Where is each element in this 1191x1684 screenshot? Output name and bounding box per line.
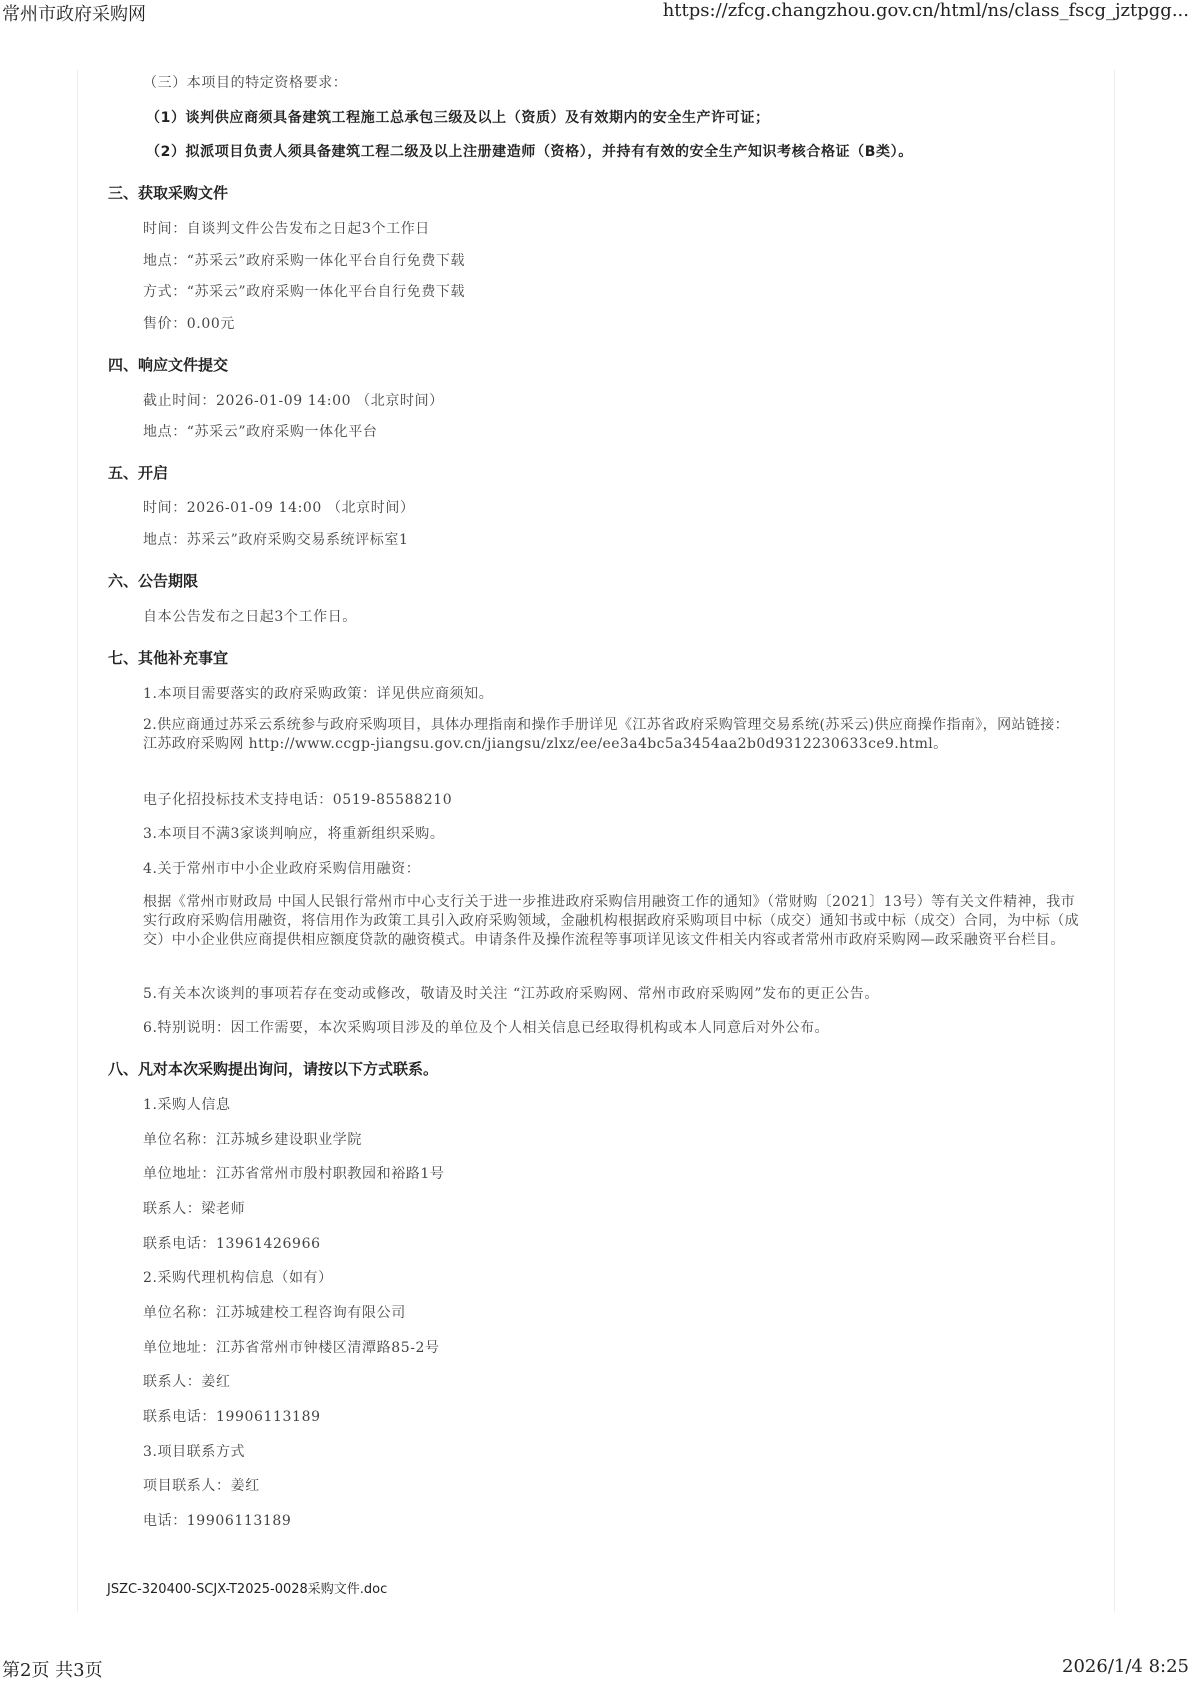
project-contact-phone: 电话：19906113189	[143, 1513, 292, 1529]
section-heading-contact: 八、凡对本次采购提出询问，请按以下方式联系。	[108, 1060, 439, 1078]
agency-phone: 联系电话：19906113189	[143, 1409, 321, 1425]
section-heading-notice-period: 六、公告期限	[108, 572, 199, 590]
obtain-place: 地点：“苏采云”政府采购一体化平台自行免费下载	[143, 253, 466, 269]
obtain-time: 时间：自谈判文件公告发布之日起3个工作日	[143, 221, 430, 237]
other-item-1: 1.本项目需要落实的政府采购政策：详见供应商须知。	[143, 686, 494, 702]
page-indicator: 第2页 共3页	[2, 1660, 103, 1681]
tech-support-phone: 电子化招投标技术支持电话：0519-85588210	[143, 792, 453, 808]
agency-name: 单位名称：江苏城建校工程咨询有限公司	[143, 1305, 406, 1321]
purchaser-phone: 联系电话：13961426966	[143, 1236, 321, 1252]
print-header	[0, 0, 1191, 26]
other-item-3: 3.本项目不满3家谈判响应，将重新组织采购。	[143, 826, 445, 842]
qualification-requirement-1: （1）谈判供应商须具备建筑工程施工总承包三级及以上（资质）及有效期内的安全生产许可证；	[146, 110, 770, 126]
section-heading-other-matters: 七、其他补充事宜	[108, 649, 229, 667]
attachment-file-link[interactable]: JSZC-320400-SCJX-T2025-0028采购文件.doc	[107, 1582, 388, 1597]
other-item-2: 2.供应商通过苏采云系统参与政府采购项目，具体办理指南和操作手册详见《江苏省政府采购管理交易系统(苏采云)供应商操作指南》，网站链接：江苏政府采购网 http://www.ccgp-jiangsu.gov.cn/jiangsu/zlxz/ee/ee3a4bc5a3454aa2b0d9312230633ce9.html。	[143, 717, 1070, 752]
qualification-requirement-2: （2）拟派项目负责人须具备建筑工程二级及以上注册建造师（资格），并持有有效的安全生产知识考核合格证（B类）。	[146, 144, 913, 160]
qualification-subheading: （三）本项目的特定资格要求：	[143, 75, 348, 91]
agency-info-title: 2.采购代理机构信息（如有）	[143, 1270, 333, 1286]
obtain-method: 方式：“苏采云”政府采购一体化平台自行免费下载	[143, 284, 466, 300]
notice-period-text: 自本公告发布之日起3个工作日。	[143, 609, 357, 625]
purchaser-contact: 联系人：梁老师	[143, 1201, 246, 1217]
print-footer	[0, 1656, 1191, 1682]
credit-financing-detail: 根据《常州市财政局 中国人民银行常州市中心支行关于进一步推进政府采购信用融资工作的通知》（常财购〔2021〕13号）等有关文件精神，我市实行政府采购信用融资，将信用作为政策工具引入政府采购领域，金融机构根据政府采购项目中标（成交）通知书或中标（成交）合同，为中标（成交）中小企业供应商提供相应额度贷款的融资模式。申请条件及操作流程等事项详见该文件相关内容或者常州市政府采购网—政采融资平台栏目。	[143, 894, 1079, 948]
opening-place: 地点：苏采云”政府采购交易系统评标室1	[143, 532, 409, 548]
print-timestamp: 2026/1/4 8:25	[1062, 1656, 1189, 1677]
opening-time: 时间：2026-01-09 14:00 （北京时间）	[143, 500, 415, 516]
project-contact-person: 项目联系人：姜红	[143, 1478, 260, 1494]
other-item-5: 5.有关本次谈判的事项若存在变动或修改，敬请及时关注 “江苏政府采购网、常州市政府采购网”发布的更正公告。	[143, 986, 879, 1002]
other-item-6: 6.特别说明：因工作需要，本次采购项目涉及的单位及个人相关信息已经取得机构或本人同意后对外公布。	[143, 1020, 830, 1036]
submission-place: 地点：“苏采云”政府采购一体化平台	[143, 424, 378, 440]
section-heading-opening: 五、开启	[108, 464, 169, 482]
submission-deadline: 截止时间：2026-01-09 14:00 （北京时间）	[143, 393, 444, 409]
agency-contact: 联系人：姜红	[143, 1374, 231, 1390]
section-heading-obtain-docs: 三、获取采购文件	[108, 184, 229, 202]
other-item-4: 4.关于常州市中小企业政府采购信用融资：	[143, 861, 421, 877]
site-title: 常州市政府采购网	[2, 4, 146, 25]
purchaser-address: 单位地址：江苏省常州市殷村职教园和裕路1号	[143, 1166, 445, 1182]
purchaser-name: 单位名称：江苏城乡建设职业学院	[143, 1132, 362, 1148]
agency-address: 单位地址：江苏省常州市钟楼区清潭路85-2号	[143, 1340, 440, 1356]
project-contact-title: 3.项目联系方式	[143, 1444, 246, 1460]
page-url[interactable]: https://zfcg.changzhou.gov.cn/html/ns/class_fscg_jztpgg...	[662, 0, 1189, 21]
section-heading-submission: 四、响应文件提交	[108, 356, 229, 374]
purchaser-info-title: 1.采购人信息	[143, 1097, 231, 1113]
obtain-price: 售价：0.00元	[143, 316, 235, 332]
